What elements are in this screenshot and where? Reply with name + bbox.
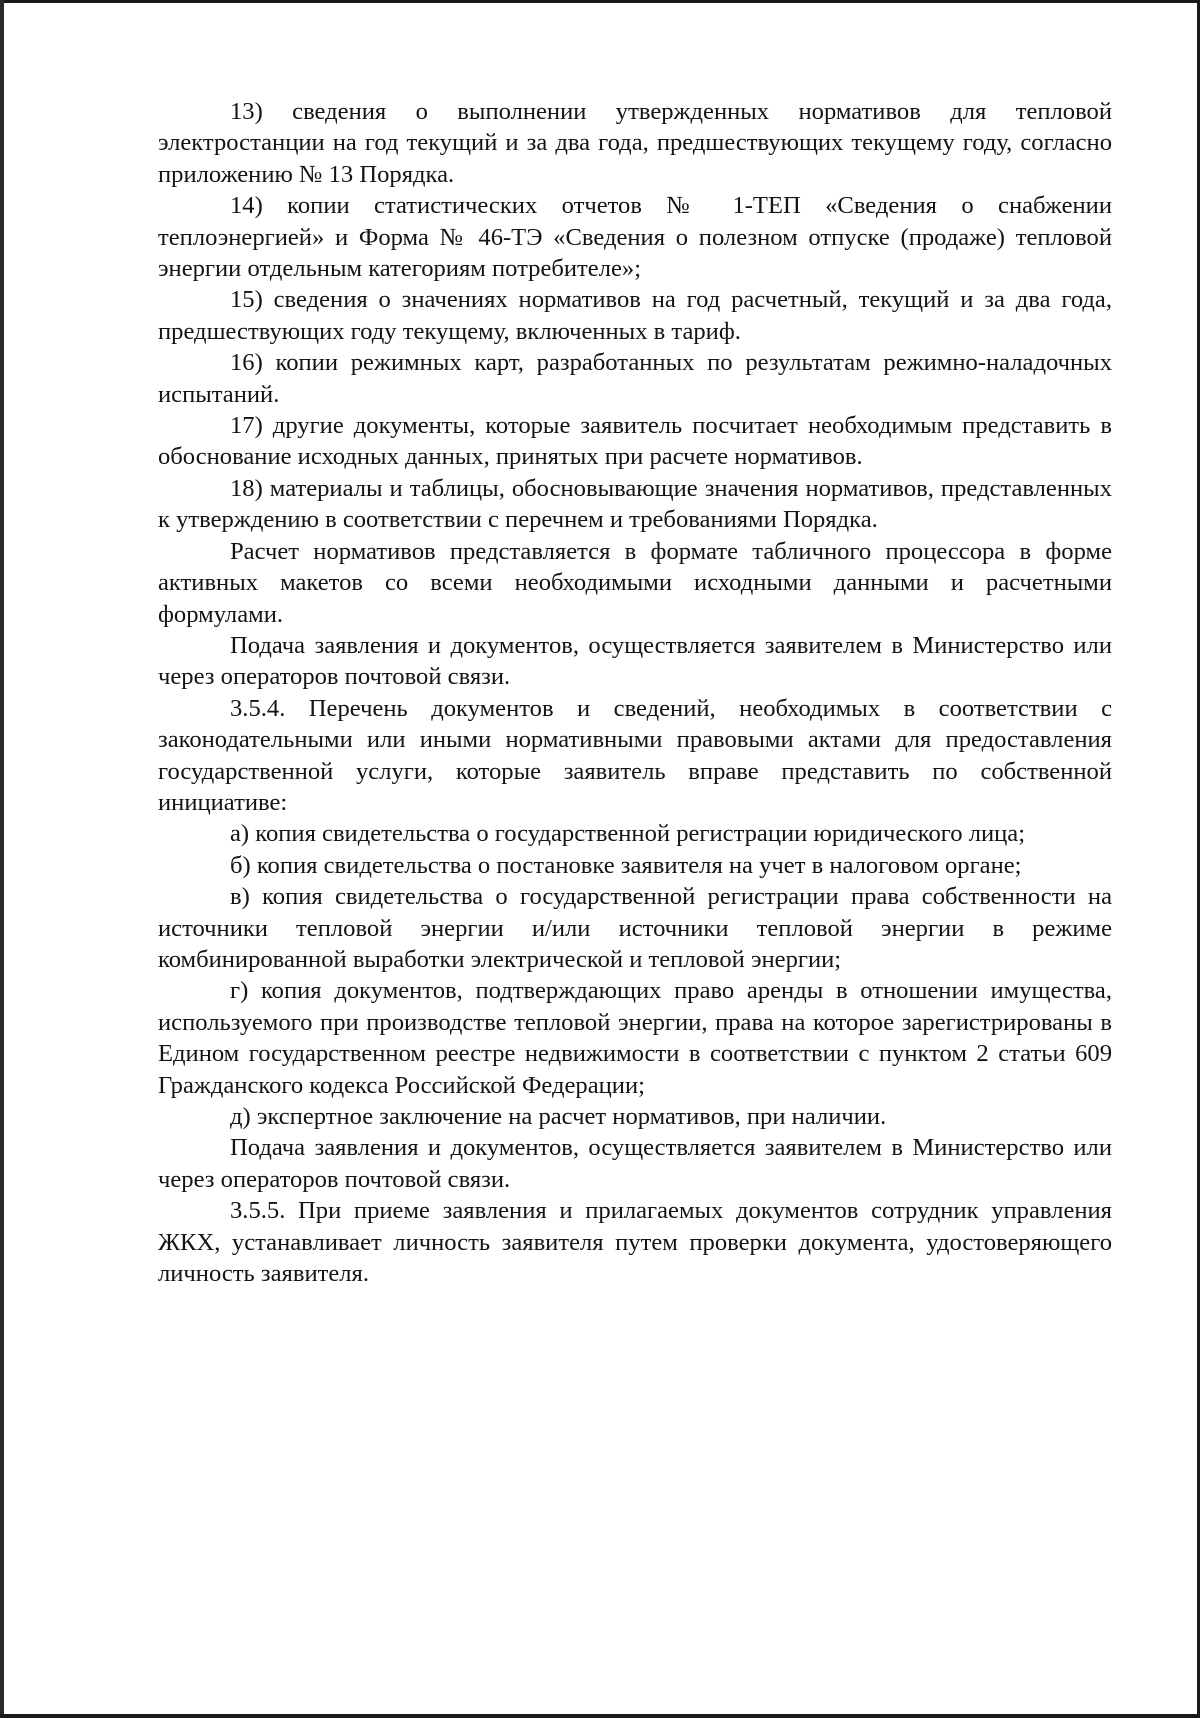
scan-border-bottom (0, 1714, 1200, 1718)
item-g-paragraph: г) копия документов, подтверждающих право аренды в отношении имущества, используемого при производстве тепловой энергии, права на которое зарегистрированы в Едином государственном реестре недвижимости в соответствии с пунктом 2 статьи 609 Гражданского кодекса Российской Федерации; (158, 977, 1112, 1099)
item-17-paragraph: 17) другие документы, которые заявитель посчитает необходимым представить в обоснование исходных данных, принятых при расчете нормативов. (158, 412, 1112, 471)
calculation-format-paragraph: Расчет нормативов представляется в формате табличного процессора в форме активных макетов со всеми необходимыми исходными данными и расчетными формулами. (158, 537, 1112, 628)
section-3-5-5-paragraph: 3.5.5. При приеме заявления и прилагаемых документов сотрудник управления ЖКХ, устанавливает личность заявителя путем проверки документа, удостоверяющего личность заявителя. (158, 1197, 1112, 1288)
item-16-paragraph: 16) копии режимных карт, разработанных по результатам режимно-наладочных испытаний. (158, 349, 1112, 408)
item-18-paragraph: 18) материалы и таблицы, обосновывающие значения нормативов, представленных к утверждению в соответствии с перечнем и требованиями Порядка. (158, 474, 1112, 534)
item-b-paragraph: б) копия свидетельства о постановке заявителя на учет в налоговом органе; (230, 851, 1022, 879)
document-body (158, 96, 1112, 1289)
submission-paragraph: Подача заявления и документов, осуществляется заявителем в Министерство или через операторов почтовой связи. (158, 631, 1112, 691)
submission-paragraph-repeat: Подача заявления и документов, осуществляется заявителем в Министерство или через операторов почтовой связи. (158, 1134, 1112, 1193)
scan-border-top (0, 0, 1200, 3)
item-a-paragraph: а) копия свидетельства о государственной регистрации юридического лица; (230, 820, 1026, 848)
item-14-paragraph: 14) копии статистических отчетов № 1-ТЕП «Сведения о снабжении теплоэнергией» и Форма № 46-ТЭ «Сведения о полезном отпуске (продаже) тепловой энергии отдельным категориям потребителе»; (158, 192, 1112, 283)
section-3-5-4-paragraph: 3.5.4. Перечень документов и сведений, необходимых в соответствии с законодательными или иными нормативными правовыми актами для предоставления государственной услуги, которые заявитель вправе представить по собственной инициативе: (158, 694, 1112, 816)
item-13-paragraph: 13) сведения о выполнении утвержденных нормативов для тепловой электростанции на год текущий и за два года, предшествующих текущему году, согласно приложению № 13 Порядка. (158, 98, 1112, 188)
item-v-paragraph: в) копия свидетельства о государственной регистрации права собственности на источники тепловой энергии и/или источники тепловой энергии в режиме комбинированной выработки электрической и тепловой энергии; (158, 883, 1112, 973)
item-d-paragraph: д) экспертное заключение на расчет нормативов, при наличии. (230, 1103, 887, 1130)
scan-border-left (0, 0, 4, 1718)
item-15-paragraph: 15) сведения о значениях нормативов на год расчетный, текущий и за два года, предшествующих году текущему, включенных в тариф. (158, 286, 1112, 345)
